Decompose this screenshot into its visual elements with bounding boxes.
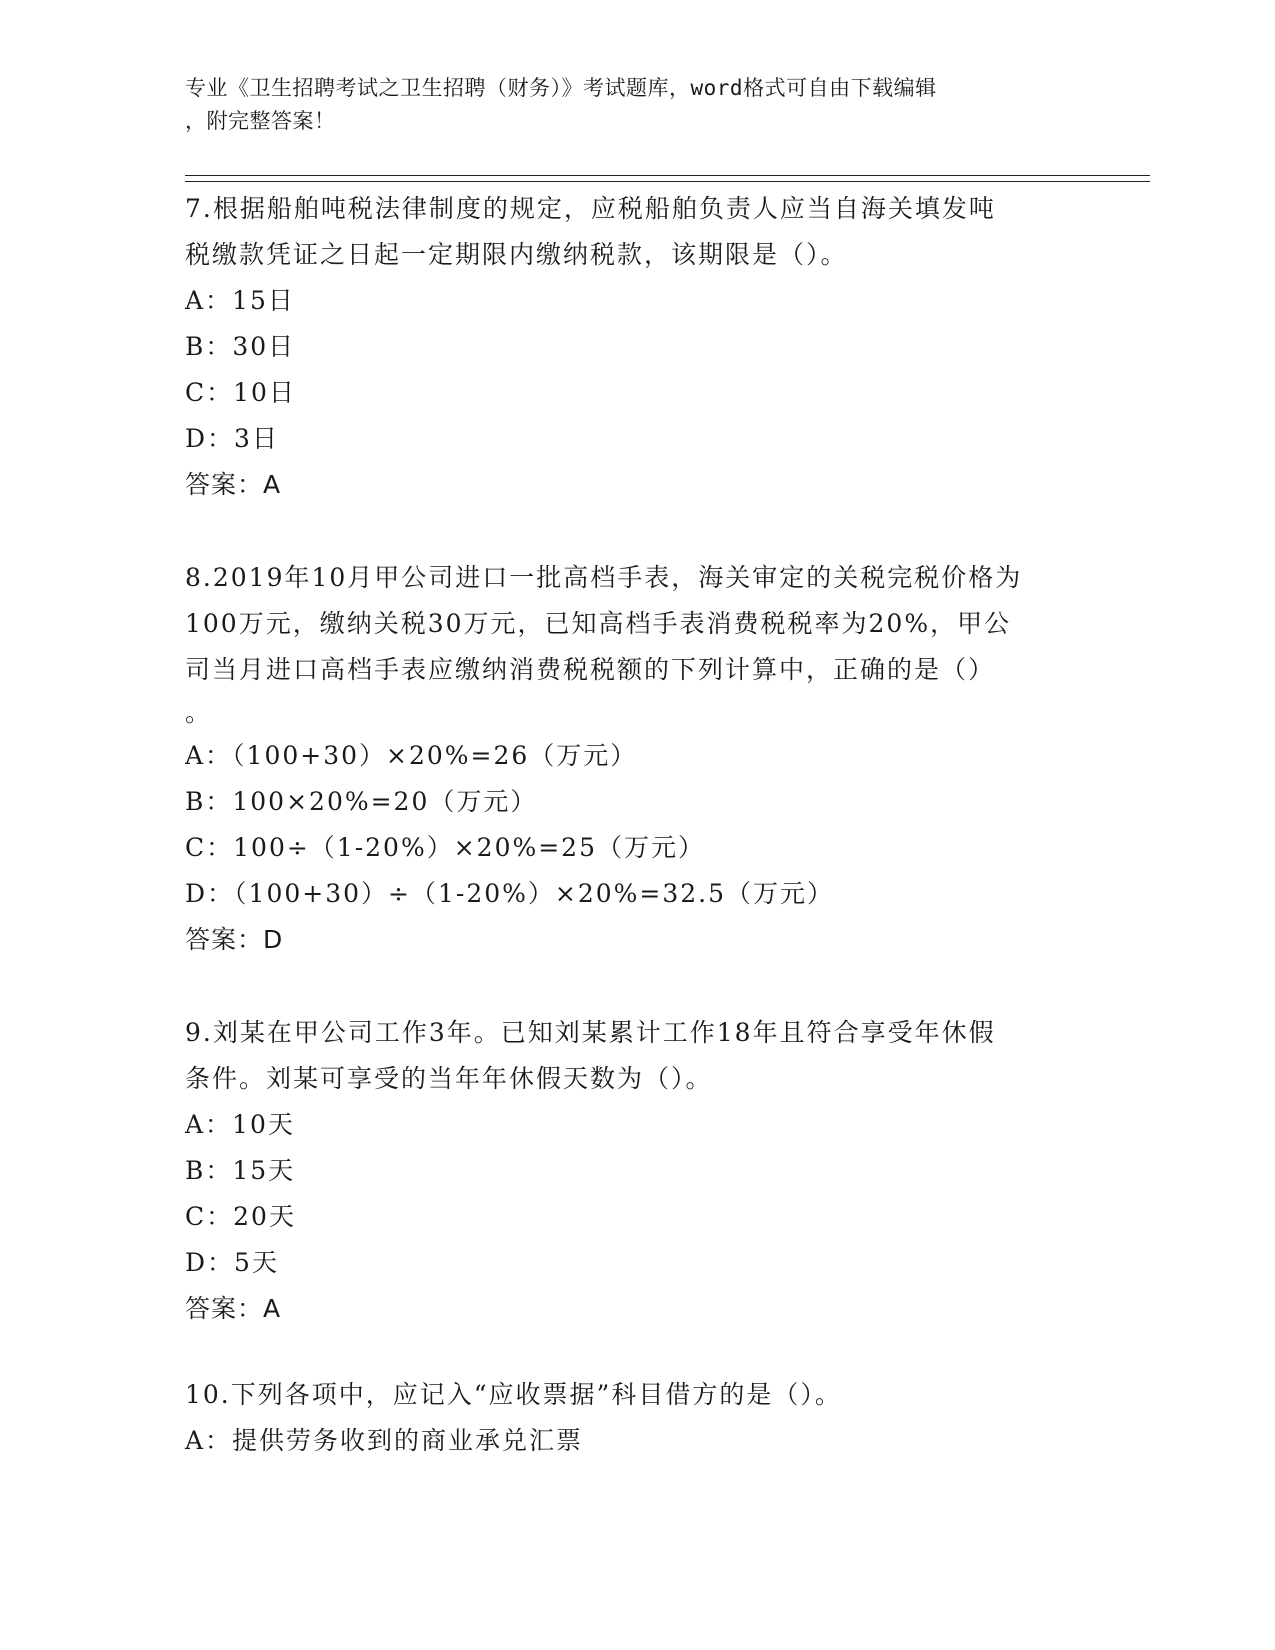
stem-line: 100万元，缴纳关税30万元，已知高档手表消费税税率为20%，甲公 — [185, 609, 1012, 638]
header-divider-top — [185, 175, 1150, 176]
option-d: D：5天 — [185, 1248, 279, 1277]
question-stem — [185, 1372, 1105, 1418]
header-line-1: 专业《卫生招聘考试之卫生招聘（财务）》考试题库，word格式可自由下载编辑 — [185, 76, 937, 100]
stem-line: 税缴款凭证之日起一定期限内缴纳税款，该期限是（）。 — [185, 240, 848, 269]
stem-line: 司当月进口高档手表应缴纳消费税税额的下列计算中，正确的是（） — [185, 655, 996, 684]
option-a: A：提供劳务收到的商业承兑汇票 — [185, 1426, 584, 1455]
stem-line: 8.2019年10月甲公司进口一批高档手表，海关审定的关税完税价格为 — [185, 563, 1023, 592]
question-stem — [185, 1010, 1105, 1102]
stem-line: 10.下列各项中，应记入“应收票据”科目借方的是（）。 — [185, 1380, 842, 1409]
question-10 — [185, 1372, 1105, 1464]
option-d: D：（100+30）÷（1-20%）×20%=32.5（万元） — [185, 879, 835, 908]
stem-line: 条件。刘某可享受的当年年休假天数为（）。 — [185, 1064, 713, 1093]
option-a: A：（100+30）×20%=26（万元） — [185, 741, 638, 770]
question-9 — [185, 1010, 1105, 1332]
stem-line: 9.刘某在甲公司工作3年。已知刘某累计工作18年且符合享受年休假 — [185, 1018, 996, 1047]
option-b: B：30日 — [185, 332, 296, 361]
stem-line: 。 — [185, 698, 213, 727]
question-stem — [185, 555, 1105, 733]
question-7 — [185, 186, 1105, 508]
answer: 答案：A — [185, 470, 282, 499]
option-c: C：10日 — [185, 378, 296, 407]
option-d: D：3日 — [185, 424, 279, 453]
document-header — [185, 72, 1065, 138]
option-c: C：100÷（1-20%）×20%=25（万元） — [185, 833, 705, 862]
option-c: C：20天 — [185, 1202, 296, 1231]
answer: 答案：A — [185, 1294, 282, 1323]
question-8 — [185, 555, 1105, 963]
option-b: B：100×20%=20（万元） — [185, 787, 538, 816]
header-divider-bottom — [185, 181, 1150, 182]
stem-line: 7.根据船舶吨税法律制度的规定，应税船舶负责人应当自海关填发吨 — [185, 194, 996, 223]
answer: 答案：D — [185, 925, 284, 954]
header-line-2: ，附完整答案！ — [185, 109, 336, 133]
option-a: A：10天 — [185, 1110, 295, 1139]
option-b: B：15天 — [185, 1156, 296, 1185]
option-a: A：15日 — [185, 286, 295, 315]
question-stem — [185, 186, 1105, 278]
